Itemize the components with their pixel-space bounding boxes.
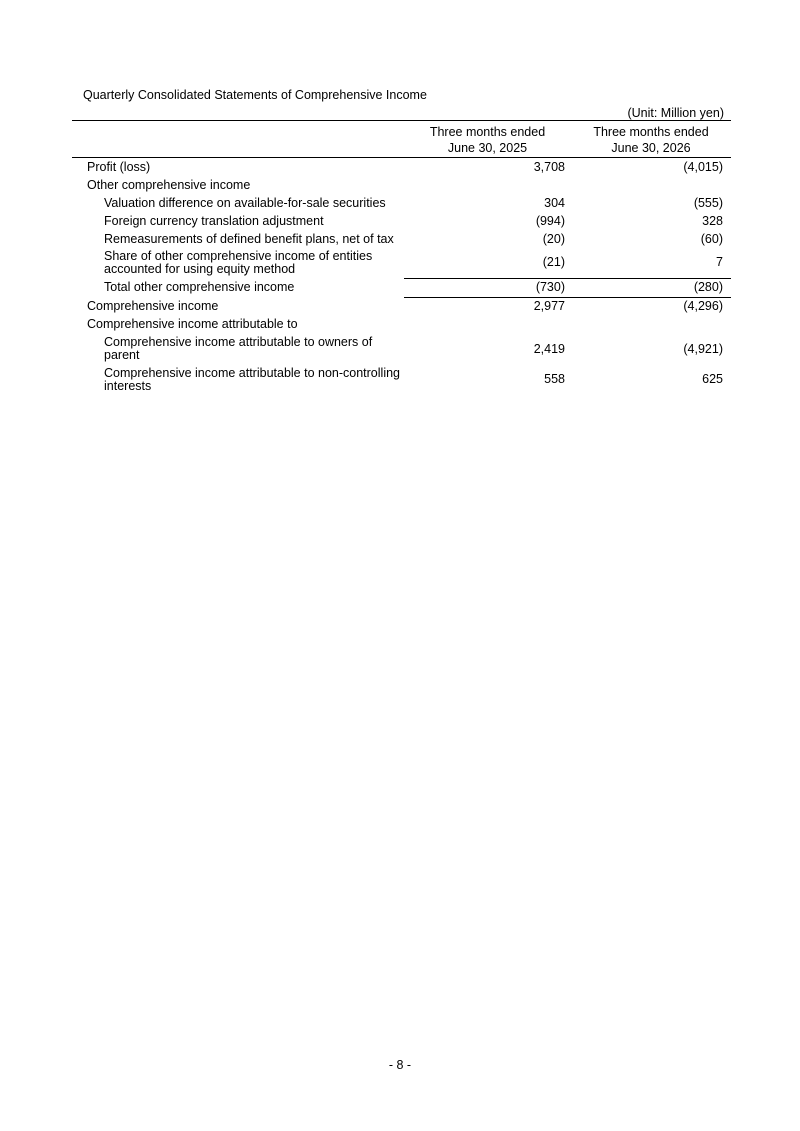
value-2025: 2,977 <box>533 299 565 313</box>
value-2025 <box>404 176 571 194</box>
row-label: Foreign currency translation adjustment <box>104 213 324 228</box>
table-header-row <box>72 121 731 158</box>
row-label: Comprehensive income attributable to <box>87 317 298 331</box>
value-2025: 2,419 <box>533 341 565 356</box>
header-period-2026 <box>571 121 731 158</box>
row-attributable-to <box>72 316 731 334</box>
value-2026: (60) <box>700 231 723 246</box>
value-2026: (4,015) <box>683 159 723 174</box>
row-label-line2: accounted for using equity method <box>104 262 296 276</box>
row-label-line2: interests <box>104 378 152 393</box>
row-label-line1: Comprehensive income attributable to non-controlling <box>104 365 400 380</box>
value-2026: (555) <box>693 195 723 210</box>
value-2026: (280) <box>571 278 731 297</box>
row-label <box>72 248 404 278</box>
value-2026: 328 <box>702 213 723 228</box>
comprehensive-income-table <box>72 120 731 395</box>
header-period-2026-line1: Three months ended <box>593 125 709 139</box>
header-label-blank <box>72 121 404 158</box>
header-period-2025 <box>404 121 571 158</box>
value-2025: (20) <box>542 231 565 246</box>
unit-note: (Unit: Million yen) <box>627 106 724 120</box>
row-attributable-non-controlling <box>72 365 731 395</box>
row-other-comprehensive-income <box>72 176 731 194</box>
row-label: Other comprehensive income <box>87 177 251 192</box>
header-period-2026-line2: June 30, 2026 <box>611 141 691 155</box>
value-2026 <box>571 176 731 194</box>
row-total-other-comprehensive-income <box>72 278 731 297</box>
row-share-of-oci-equity-method <box>72 248 731 278</box>
row-comprehensive-income <box>72 297 731 316</box>
value-2025: (994) <box>535 213 565 228</box>
value-2026: 625 <box>702 372 723 386</box>
row-valuation-difference <box>72 194 731 212</box>
row-label: Valuation difference on available-for-sale securities <box>104 195 386 210</box>
value-2025: (730) <box>404 278 571 297</box>
value-2026: (4,921) <box>683 341 723 356</box>
value-2025 <box>404 316 571 334</box>
page-number: - 8 - <box>388 1058 412 1072</box>
value-2026 <box>571 316 731 334</box>
value-2025: (21) <box>404 248 571 278</box>
value-2026: 7 <box>571 248 731 278</box>
row-label: Remeasurements of defined benefit plans, net of tax <box>104 231 394 246</box>
row-label: Comprehensive income attributable to owners of parent <box>104 335 373 362</box>
row-label-line1: Share of other comprehensive income of entities <box>104 249 373 263</box>
header-period-2025-line2: June 30, 2025 <box>447 141 528 155</box>
value-2026: (4,296) <box>683 299 723 313</box>
row-label <box>72 365 404 395</box>
row-profit-loss <box>72 158 731 177</box>
row-attributable-owners-of-parent <box>72 334 731 365</box>
value-2025: 558 <box>544 372 565 386</box>
value-2025: 3,708 <box>533 159 565 174</box>
header-period-2025-line1: Three months ended <box>429 125 546 139</box>
row-remeasurements-benefit-plans <box>72 230 731 248</box>
row-foreign-currency-translation <box>72 212 731 230</box>
row-label: Profit (loss) <box>87 159 151 174</box>
row-label: Total other comprehensive income <box>104 280 295 294</box>
statement-title: Quarterly Consolidated Statements of Comprehensive Income <box>83 88 427 102</box>
value-2025: 304 <box>544 195 565 210</box>
row-label: Comprehensive income <box>87 298 219 313</box>
